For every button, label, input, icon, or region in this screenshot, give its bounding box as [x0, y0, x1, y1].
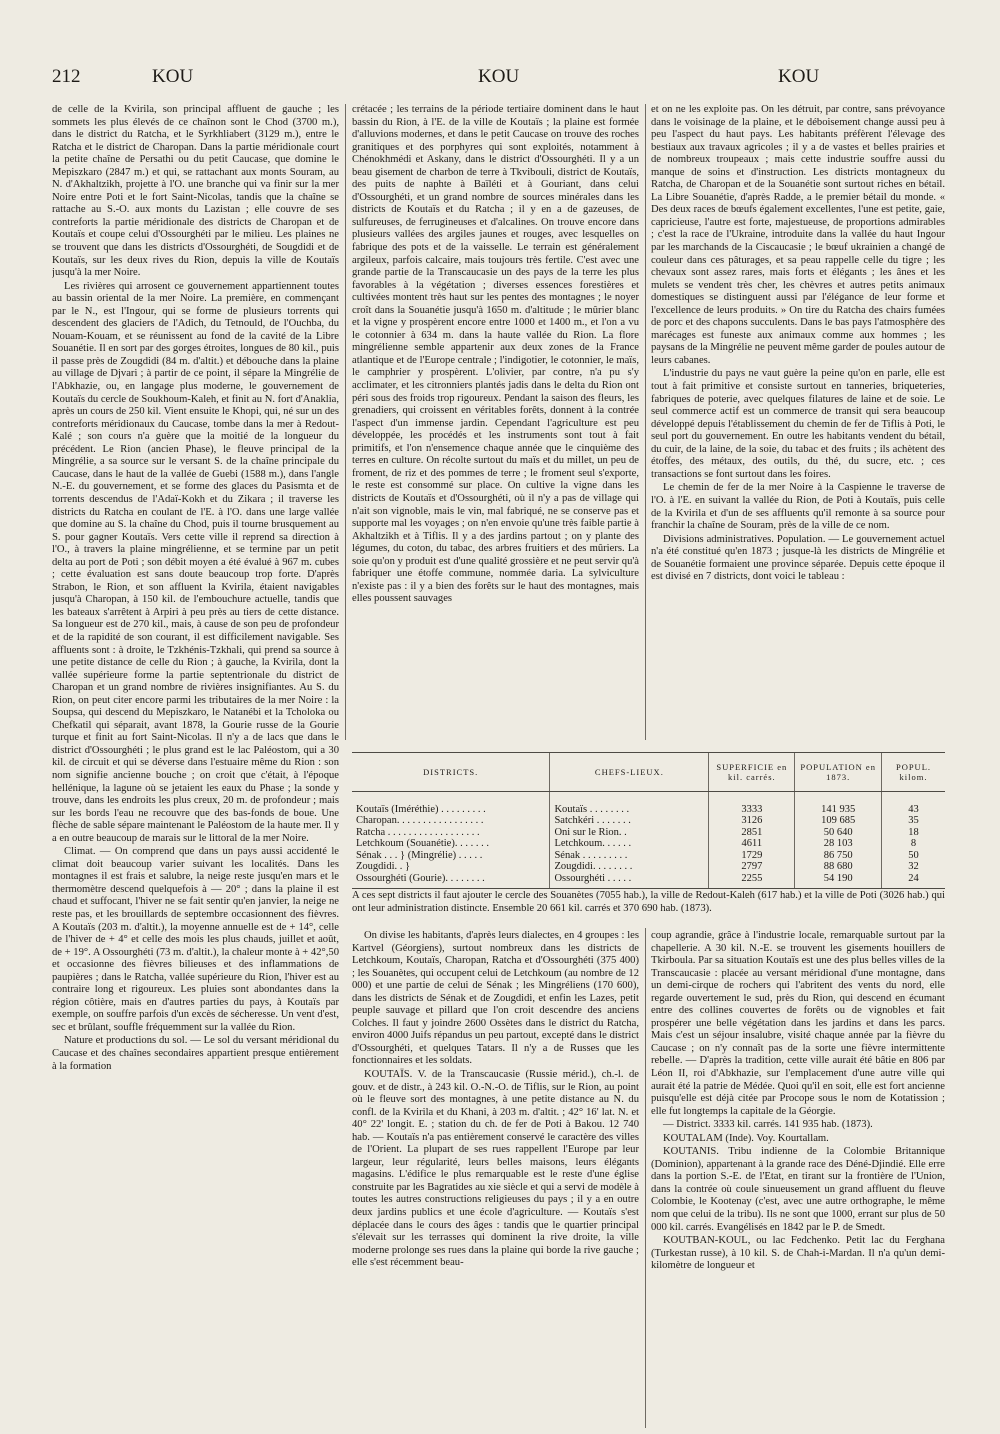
table-row — [352, 850, 945, 862]
density-cell: 18 — [882, 827, 946, 839]
district-cell: Zougdidi. . } — [356, 861, 411, 872]
column-rule — [345, 104, 346, 740]
running-head-center: KOU — [478, 66, 520, 87]
running-head-right: KOU — [778, 66, 820, 87]
table-row — [352, 804, 945, 816]
text-column-1 — [52, 104, 339, 1426]
area-cell: 3126 — [709, 815, 795, 827]
paragraph: On divise les habitants, d'après leurs dialectes, en 4 groupes : les Kartvel (Géorgiens), surtout nombreux dans les districts de Letchkoum, Koutaïs, Charopan, Ratcha et d'Ossourghéti (375 400) ; les Souanètes, qui occupent celui de Letchkoum (au nombre de 12 000) et une partie de celui de Sénak ; les Mingréliens (170 600), dans les districts de Sénak et de Zougdidi, et enfin les Lazes, petit peuple sauvage et pillard que l'on croit descendre des anciens Colches. Il faut y joindre 2600 Ossètes dans le district du Ratcha, environ 4000 Juifs répandus un peu partout, excepté dans le district d'Ossourghéti, et quelques Tatars. Il n'y a de Russes que les fonctionnaires et les soldats. — [352, 930, 639, 1067]
population-cell: 50 640 — [795, 827, 882, 839]
paragraph: KOUTAÏS. V. de la Transcaucasie (Russie mérid.), ch.-l. de gouv. et de distr., à 243 kil. O.-N.-O. de Tiflis, sur le Rion, au point où le fleuve sort des montagnes, à une petite distance au N. du confl. de la Kvirila et du Khani, à 203 m. d'altit. ; 42° 16' lat. N. et 40° 22' longit. E. ; station du ch. de fer de Poti à Bakou. 12 740 hab. — Koutaïs n'a pas entièrement conservé le caractère des villes de l'Orient. La plupart de ses rues rappellent l'Europe par leur largeur, leur régularité, leurs belles maisons, leurs élégants magasins. L'édifice le plus remarquable est le reste d'une église construite par les Bagratides au xie siècle et qui a servi de modèle à toutes les autres constructions religieuses du pays ; il y a en outre deux jardins publics et une école d'agriculture. — Koutaïs s'est déplacée dans le cours des âges : tandis que le quartier principal s'élevait sur les terrasses qui dominent la rive droite, la ville moderne prolonge ses rues dans la plaine qui borde la rive gauche ; elle s'est récemment beau- — [352, 1069, 639, 1269]
paragraph: Les rivières qui arrosent ce gouvernement appartiennent toutes au bassin oriental de la mer Noire. La première, en commençant par le N., est l'Ingour, qui se forme de plusieurs torrents qui descendent des glaciers de l'Adich, du Tetnould, de l'Ouchba, du Nouam-Kouam, et se réunissent au fond de la cavité de la Libre Souanétie. Il en sort par des gorges étroites, longues de 80 kil., puis il passe près de Zougdidi (84 m. d'altit.) et débouche dans la plaine au village de Djvari ; à partir de ce point, il sépare la Mingrélie de l'Abkhazie, ou, en langage plus moderne, le gouvernement de Koutaïs du cercle de Soukhoum-Kaleh, et finit au N. fort d'Anaklia, après un cours de 250 kil. Vient ensuite le Khopi, qui, né sur un des contreforts méridionaux du Caucase, tombe dans la mer à Redout-Kalé ; son cours n'a guère que la moitié de la longueur du précédent. Le Rion (ancien Phase), le fleuve principal de la Mingrélie, a sa source sur le versant S. de la chaîne principale du Caucase, dans le haut de la vallée de Guebi (1588 m.), dans l'angle N.-E. du gouvernement, et se forme des glaces du Pasismta et de torrents descendus de l'Adaï-Kokh et du Zikara ; il traverse les districts du Ratcha en coulant de l'E. à l'O. dans une large vallée que domine au S. la chaîne du Chod, puis il tourne brusquement au S. pour gagner Koutaïs. Vers cette ville il reprend sa direction à l'O., à travers la plaine mingrélienne, et se termine par un petit delta au port de Poti ; son débit moyen a été évalué à 967 m. cubes ; cette évaluation est sans doute beaucoup trop forte. D'après Strabon, le Rion, et son affluent la Kvirila, étaient navigables jusqu'à Charopan, à 150 kil. de l'embouchure actuelle, tandis que les bateaux s'arrêtent à Arpiri à peu près au tiers de cette distance. Sa longueur est de 270 kil., mais, à cause de son peu de profondeur et de la rapidité de son courant, il est difficilement navigable. Ses affluents sont : à droite, le Tzkhénis-Tzkhali, qui prend sa source à une petite distance de celle du Rion ; à gauche, la Kvirila, dont la vallée supérieure forme la partie septentrionale du district de Charopan et un grand nombre de rivières insignifiantes. Au S. du Rion, on peut citer encore parmi les tributaires de la mer Noire : la Soupsa, qui descend du Mepiszkaro, le Natanébi et la Tcholoka ou Chefkatil qui séparait, avant 1878, la Gourie russe de la Gourie turque et finit au fort Saint-Nicolas. Il n'y a de lacs que dans le district d'Ossourghéti ; le plus grand est le lac Paléostom, qui a 30 kil. de circuit et qui se déverse dans l'estuaire même du Rion : son nom signifie ancienne bouche ; on croit que c'était, à l'époque hellénique, la lagune où se jetaient les eaux du Phase ; la sonde y trouve, dans les endroits les plus creux, 20 m. de profondeur ; mais sur les bords l'eau ne recouvre que des bas-fonds de boue. Une flèche de sable sépare maintenant le Paléostom de la haute mer. Il y a en outre beaucoup de marais sur le littoral de la mer Noire. — [52, 280, 339, 844]
entry-koutanis: KOUTANIS. Tribu indienne de la Colombie Britannique (Dominion), appartenant à la grande race des Déné-Djindié. Elle erre dans la portion S.-E. de l'Etat, en tirant sur la frontière de l'Union, dans la contrée où coule sinueusement un grand affluent du fleuve Colombie, le Kootenay (c'est, avec une autre orthographe, le même nom que celui de la tribu). Ils ne sont que 1000, errant sur plus de 50 000 kil. carrés. Evangélisés en 1842 par le P. de Smedt. — [651, 1146, 945, 1233]
text-column-3 — [651, 104, 945, 744]
paragraph: L'industrie du pays ne vaut guère la peine qu'on en parle, elle est tout à fait primitive et consiste surtout en tanneries, briqueteries, fabriques de poterie, avec quelques filatures de laine et de soie. Le seul commerce actif est un commerce de transit qui sera beaucoup développé depuis l'établissement du chemin de fer de Tiflis à Poti, le seul port du gouvernement. En outre les habitants vendent du bétail, du cuir, de la laine, de la soie, du tabac et des fruits ; ils achètent des étoffes, des métaux, des outils, du thé, du sucre, etc. ; ces transactions se font surtout dans les foires. — [651, 368, 945, 480]
table-row — [352, 861, 945, 873]
table-row — [352, 815, 945, 827]
chef-lieu-cell: Koutaïs . . . . . . . . — [550, 804, 709, 816]
area-cell: 2851 — [709, 827, 795, 839]
entry-koutban-koul: KOUTBAN-KOUL, ou lac Fedchenko. Petit lac du Ferghana (Turkestan russe), à 10 kil. S. de Chah-i-Mardan. Il n'a qu'un demi-kilomètre de longueur et — [651, 1235, 945, 1272]
district-cell: Letchkoum (Souanétie). . . . . . . — [356, 838, 489, 849]
column-header: POPULATION en 1873. — [795, 753, 882, 792]
running-head — [48, 66, 956, 94]
area-cell: 2797 — [709, 861, 795, 873]
district-cell: Sénak . . . } (Mingrélie) . . . . . — [356, 849, 483, 861]
table-row — [352, 827, 945, 839]
paragraph: et on ne les exploite pas. On les détruit, par contre, sans prévoyance dans le voisinage de la plaine, et le déboisement change aussi peu à peu l'aspect du haut pays. Les habitants préfèrent l'élevage des bestiaux aux travaux agricoles ; il y a de vastes et belles prairies et de nombreux troupeaux ; mais cette industrie souffre aussi du manque de soins et d'instruction. Les districts montagneux du Ratcha, de Charopan et de la Souanétie sont surtout riches en bétail. La Libre Souanétie, d'après Radde, a le premier bétail du monde. « Des deux races de bœufs également excellentes, l'une est petite, gaie, capricieuse, l'autre est forte, majestueuse, de proportions admirables ; c'est la race de l'Ukraine, introduite dans la vallée du haut Ingour par les marchands de la Ciscaucasie ; le bœuf ukrainien a changé de couleur dans ces pâturages, et sa peau rappelle celle du tigre ; les chevaux sont assez rares, mais forts et élégants ; les ânes et les mulets se vendent très cher, les chèvres et autres petits animaux domestiques se distinguent aussi par l'élégance de leur forme et l'excellence de leurs produits. » On tire du Ratcha des chairs fumées de porc et des chapons succulents. Dans le bas pays l'atmosphère des marécages est funeste aux animaux comme aux hommes ; les paysans de la Mingrélie ne peuvent même garder de poules autour de leurs cabanes. — [651, 104, 945, 366]
chef-lieu-cell: Oni sur le Rion. . — [550, 827, 709, 839]
column-rule — [645, 104, 646, 740]
column-header: CHEFS-LIEUX. — [550, 753, 709, 792]
paragraph: coup agrandie, grâce à l'industrie locale, remarquable surtout par la chapellerie. A 30 kil. N.-E. se trouvent les gisements houillers de Tkirboula. Par sa situation Koutaïs est une des plus belles villes de la Transcaucasie : placée au versant méridional d'une montagne, dans un demi-cirque de rochers qui l'abritent des vents du nord, elle regarde ouvertement le sud, près du Rion, qui descend en écumant entre des collines couvertes de forêts ou de vignobles et fait prospérer une belle végétation dans les jardins et dans les parcs. Mais c'est un séjour insalubre, visité chaque année par la fièvre du Caucase ; on n'y connaît pas de la sorte une fièvre intermittente rebelle. — D'après la tradition, cette ville aurait été bâtie en 806 par Léon II, roi d'Abkhazie, sur l'emplacement d'une autre ville qui aurait été la patrie de Médée. Quoi qu'il en soit, elle est fort ancienne puisqu'elle est déjà citée par Procope sous le nom de Kotatission ; elle fut longtemps la capitale de la Géorgie. — [651, 930, 945, 1117]
paragraph: — District. 3333 kil. carrés. 141 935 hab. (1873). — [663, 1119, 873, 1131]
table-note: A ces sept districts il faut ajouter le cercle des Souanètes (7055 hab.), la ville de Redout-Kaleh (617 hab.) et la ville de Poti (3026 hab.) qui ont leur administration distincte. Ensemble 20 661 kil. carrés et 370 690 hab. (1873). — [352, 890, 945, 914]
text-column-2 — [352, 104, 639, 744]
table-header-row — [352, 753, 945, 792]
density-cell: 8 — [882, 838, 946, 850]
column-header: POPUL. kilom. — [882, 753, 946, 792]
entry-koutalam: KOUTALAM (Inde). Voy. Kourtallam. — [663, 1132, 829, 1144]
density-cell: 35 — [882, 815, 946, 827]
chef-lieu-cell: Letchkoum. . . . . . — [550, 838, 709, 850]
chef-lieu-cell: Ossourghéti . . . . . — [550, 873, 709, 889]
paragraph: Divisions administratives. Population. — Le gouvernement actuel n'a été constitué qu'en 1873 ; jusque-là les districts de Mingrélie et de Souanétie formaient une province séparée. Depuis cette époque il est divisé en 7 districts, dont voici le tableau : — [651, 533, 945, 583]
running-head-left: KOU — [152, 66, 194, 87]
district-cell: Ossourghéti (Gourie). . . . . . . . — [352, 873, 550, 889]
paragraph: Climat. — On comprend que dans un pays aussi accidenté le climat doit beaucoup varier suivant les localités. Dans les montagnes il est frais et salubre, la neige reste jusqu'en mars et le thermomètre descend quelquefois à — 20° ; dans la plaine il est chaud et suffocant, l'hiver ne se fait sentir qu'en janvier, la neige ne reste pas, et les brouillards de septembre occasionnent des fièvres. A Koutaïs (203 m. d'altit.), la moyenne annuelle est de + 14°, celle de l'hiver de + 4° et celle des mois les plus chauds, juillet et août, de + 19°. A Ossourghéti (73 m. d'altit.), la chaleur monte à + 42°,50 et occasionne des fièvres bilieuses et des inflammations de paupières ; dans le Ratcha, vallée supérieure du Rion, l'hiver est au contraire long et rigoureux. Les pluies sont abondantes dans la région côtière, mais en d'autres parties du pays, à Koutaïs par exemple, on souffre parfois d'un excès de sécheresse. Un vent d'est, sec et brûlant, souffle fréquemment sur la vallée du Rion. — [52, 846, 339, 1033]
text-column-4 — [352, 930, 639, 1426]
area-cell: 1729 — [709, 850, 795, 862]
population-cell: 109 685 — [795, 815, 882, 827]
column-header: SUPERFICIE en kil. carrés. — [709, 753, 795, 792]
district-cell: Charopan. . . . . . . . . . . . . . . . . — [356, 815, 484, 826]
paragraph: Nature et productions du sol. — Le sol du versant méridional du Caucase et des chaînes secondaires appartient presque entièrement à la formation — [52, 1035, 339, 1072]
density-cell: 50 — [882, 850, 946, 862]
density-cell: 43 — [882, 804, 946, 816]
paragraph: de celle de la Kvirila, son principal affluent de gauche ; les sommets les plus élevés de ce chaînon sont le Chod (3700 m.), dans le district du Ratcha, et le Syrkhliabert (3129 m.), entre le Ratcha et le district de Charopan. Dans la partie méridionale court la petite chaîne de Persathi ou du petit Caucase, que domine le Mepiszkaro (2847 m.) et qui, se rattachant aux monts Souram, au N. d'Akhaltzikh, projette à l'O. une branche qui va finir sur la mer Noire entre Poti et le fort Saint-Nicolas, tandis que la chaîne se rattache au S.-O. aux monts du Lazistan ; elle couvre de ses contreforts la partie méridionale des districts de Charopan et de Koutaïs et coupe celui d'Ossourghéti par le milieu. Les plaines ne se trouvent que dans les districts d'Ossourghéti, de Sougdidi et de Koutaïs, sur les deux rives du Rion, depuis la ville de Koutaïs jusqu'à la mer Noire. — [52, 104, 339, 279]
population-cell: 141 935 — [795, 804, 882, 816]
chef-lieu-cell: Satchkéri . . . . . . . — [550, 815, 709, 827]
page-number: 212 — [52, 66, 81, 87]
column-header: DISTRICTS. — [352, 753, 550, 792]
population-cell: 28 103 — [795, 838, 882, 850]
area-cell: 4611 — [709, 838, 795, 850]
table-row — [352, 838, 945, 850]
districts-table — [352, 752, 945, 889]
area-cell: 2255 — [709, 873, 795, 889]
population-cell: 86 750 — [795, 850, 882, 862]
table-row — [352, 873, 945, 889]
column-rule — [645, 928, 646, 1428]
district-cell: Ratcha . . . . . . . . . . . . . . . . . . — [356, 826, 480, 838]
chef-lieu-cell: Sénak . . . . . . . . . — [550, 850, 709, 862]
text-column-5 — [651, 930, 945, 1426]
density-cell: 32 — [882, 861, 946, 873]
density-cell: 24 — [882, 873, 946, 889]
area-cell: 3333 — [709, 804, 795, 816]
paragraph: crétacée ; les terrains de la période tertiaire dominent dans le haut bassin du Rion, à l'E. de la ville de Koutaïs ; la plaine est formée d'alluvions modernes, et dans le petit Caucase on trouve des roches granitiques et des porphyres qui sont exploités, notamment à Chénokhmédi et Askany, dans le district d'Ossourghéti. Il y a un beau gisement de charbon de terre à Tkvibouli, district de Koutaïs, des puits de naphte à Baïléti et à Gouriant, dans celui d'Ossourghéti, et un grand nombre de sources minérales dans les districts de Koutaïs et du Ratcha ; il y en a de gazeuses, de sulfureuses, de ferrugineuses et d'alcalines. On trouve encore dans plusieurs vallées des argiles jaunes et rouges, avec lesquelles on fabrique des pots et de la vaisselle. Le terrain est généralement argileux, parfois calcaire, mais toujours très fertile. C'est avec une grande partie de la Transcaucasie un des pays de la terre les plus favorables à la végétation ; diverses essences forestières et cultivées montent très haut sur les pentes des montagnes ; le noyer croît dans la Souanétie jusqu'à 1650 m. d'altitude ; le mûrier blanc et la vigne y prospèrent encore entre 1000 et 1400 m., et l'on a vu le cotonnier à 634 m. dans la haute vallée du Rion. La flore mingrélienne semble appartenir aux deux zones de la France atlantique et de l'Europe centrale ; l'indigotier, le cotonnier, le maïs, le camphrier y prospèrent. L'olivier, par contre, n'a pu s'y acclimater, et les citronniers plantés jadis dans le delta du Rion ont péri sous des froids trop rigoureux. Pendant la saison des fleurs, les grenadiers, qui croissent en véritables forêts, donnent à la contrée l'aspect d'un immense jardin. Cependant l'agriculture est peu développée, les procédés et les instruments sont tout à fait primitifs, et l'on n'ensemence chaque année que le cinquième des terres en culture. On récolte surtout du maïs et du millet, un peu de froment, de riz et des pommes de terre ; le froment seul s'exporte, le reste est consommé sur place. On cultive la vigne dans les districts de Koutaïs et d'Ossourghéti, où il n'y a pas de village qui n'ait son vignoble, mais le vin, mal fabriqué, ne se conserve pas et supporte mal les voyages ; on n'en envoie qu'une très faible partie à Akhaltzikh et à Tiflis. Il y a des jardins partout ; on y plante des légumes, du coton, du tabac, des arbres fruitiers et des mûriers. La soie qu'on y produit est d'une qualité grossière et ne peut servir qu'à fabriquer une étoffe commune, nommée daria. La sylviculture n'existe pas : il y a bien des forêts sur le haut des montagnes, mais elles poussent sauvages — [352, 104, 639, 605]
district-cell: Koutaïs (Iméréthie) . . . . . . . . . — [356, 803, 486, 815]
chef-lieu-cell: Zougdidi. . . . . . . . — [550, 861, 709, 873]
population-cell: 54 190 — [795, 873, 882, 889]
population-cell: 88 680 — [795, 861, 882, 873]
paragraph: Le chemin de fer de la mer Noire à la Caspienne le traverse de l'O. à l'E. en suivant la vallée du Rion, de Poti à Koutaïs, puis celle de la Kvirila et d'un de ses affluents qu'il remonte à sa source pour franchir la chaîne de Souram, près de la ville de ce nom. — [651, 482, 945, 532]
